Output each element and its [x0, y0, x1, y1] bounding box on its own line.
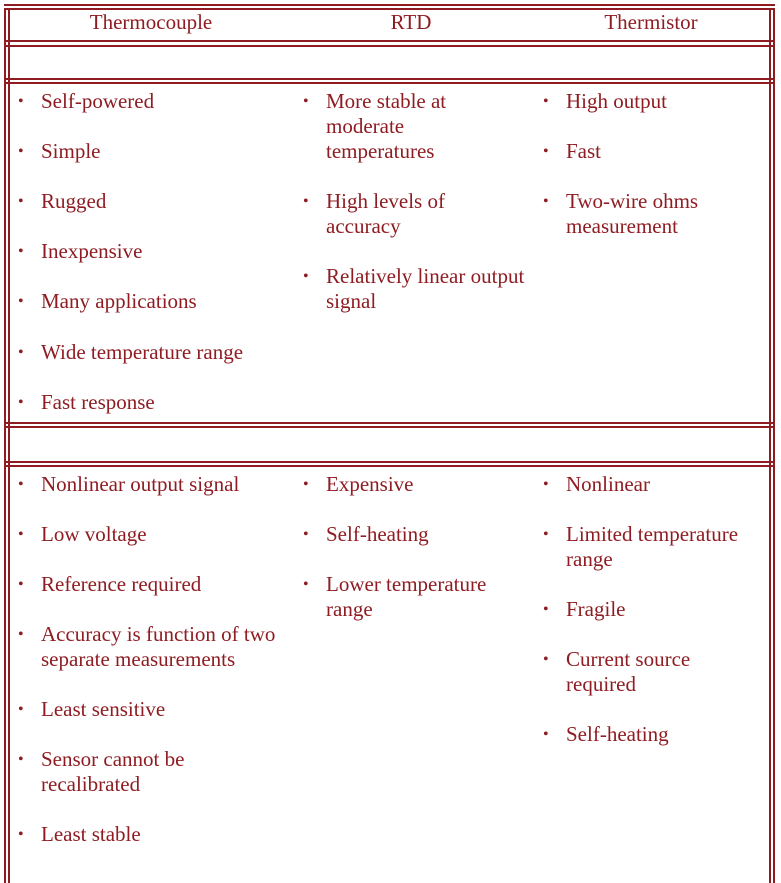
header-thermocouple: Thermocouple — [89, 10, 213, 34]
list-item: • More stable at moderate temperatures — [303, 89, 447, 163]
bullet-icon: • — [303, 93, 309, 110]
header-thermistor: Thermistor — [604, 10, 698, 34]
bullet-icon: • — [543, 726, 549, 743]
section-band-2-bottom-1 — [4, 461, 775, 463]
list-item: • Nonlinear output signal — [18, 472, 240, 496]
disadvantages-thermocouple-list — [4, 472, 289, 847]
list-item: • Relatively linear output signal — [303, 264, 525, 313]
bullet-icon: • — [18, 526, 24, 543]
list-item: • Many applications — [18, 289, 197, 313]
section-band-2-bottom-2 — [4, 465, 775, 467]
bullet-icon: • — [543, 93, 549, 110]
bullet-icon: • — [303, 476, 309, 493]
list-item: • Fast — [543, 139, 602, 163]
bullet-icon: • — [543, 651, 549, 668]
bullet-icon: • — [18, 701, 24, 718]
list-item: • Sensor cannot be recalibrated — [18, 747, 185, 796]
bullet-icon: • — [18, 476, 24, 493]
list-item: • Lower temperature range — [303, 572, 487, 621]
list-item: • Fast response — [18, 390, 155, 414]
bullet-icon: • — [543, 193, 549, 210]
right-border-inner — [769, 8, 771, 883]
bullet-icon: • — [303, 576, 309, 593]
bullet-icon: • — [543, 143, 549, 160]
list-item: • Current source required — [543, 647, 691, 696]
bullet-icon: • — [543, 526, 549, 543]
bullet-icon: • — [18, 576, 24, 593]
bullet-icon: • — [18, 826, 24, 843]
bullet-icon: • — [18, 293, 24, 310]
list-item: • Least stable — [18, 822, 141, 846]
section-band-bottom-2 — [4, 82, 775, 84]
bullet-icon: • — [18, 93, 24, 110]
list-item: • Inexpensive — [18, 239, 143, 263]
list-item: • Expensive — [303, 472, 414, 496]
advantages-rtd-list — [289, 89, 529, 314]
advantages-bottom-1 — [4, 422, 775, 424]
list-item: • Self-heating — [303, 522, 429, 546]
list-item: • Low voltage — [18, 522, 147, 546]
list-item: • High output — [543, 89, 667, 113]
disadvantages-thermistor-list — [529, 472, 764, 747]
section-band-bottom-1 — [4, 78, 775, 80]
list-item: • Wide temperature range — [18, 340, 244, 364]
list-item: • Self-powered — [18, 89, 155, 113]
bullet-icon: • — [18, 143, 24, 160]
bullet-icon: • — [543, 476, 549, 493]
advantages-bottom-2 — [4, 426, 775, 428]
bullet-icon: • — [543, 601, 549, 618]
advantages-thermistor-list — [529, 89, 764, 239]
right-border-outer — [773, 8, 775, 883]
list-item: • Rugged — [18, 189, 107, 213]
list-item: • Simple — [18, 139, 101, 163]
list-item: • High levels of accuracy — [303, 189, 445, 238]
list-item: • Self-heating — [543, 722, 669, 746]
list-item: • Least sensitive — [18, 697, 166, 721]
disadvantages-rtd-list — [289, 472, 529, 622]
bullet-icon: • — [18, 243, 24, 260]
bullet-icon: • — [18, 394, 24, 411]
bullet-icon: • — [18, 626, 24, 643]
section-band-top — [4, 45, 775, 47]
list-item: • Accuracy is function of two separate measurements — [18, 622, 276, 671]
header-bottom-border — [4, 40, 775, 42]
advantages-thermocouple-list — [4, 89, 289, 415]
list-item: • Nonlinear — [543, 472, 650, 496]
bullet-icon: • — [303, 526, 309, 543]
bullet-icon: • — [18, 344, 24, 361]
top-border-outer — [4, 4, 775, 6]
bullet-icon: • — [303, 268, 309, 285]
list-item: • Two-wire ohms measurement — [543, 189, 699, 238]
header-rtd: RTD — [390, 10, 432, 34]
bullet-icon: • — [18, 193, 24, 210]
list-item: • Fragile — [543, 597, 626, 621]
bullet-icon: • — [18, 751, 24, 768]
list-item: • Reference required — [18, 572, 202, 596]
list-item: • Limited temperature range — [543, 522, 739, 571]
bullet-icon: • — [303, 193, 309, 210]
